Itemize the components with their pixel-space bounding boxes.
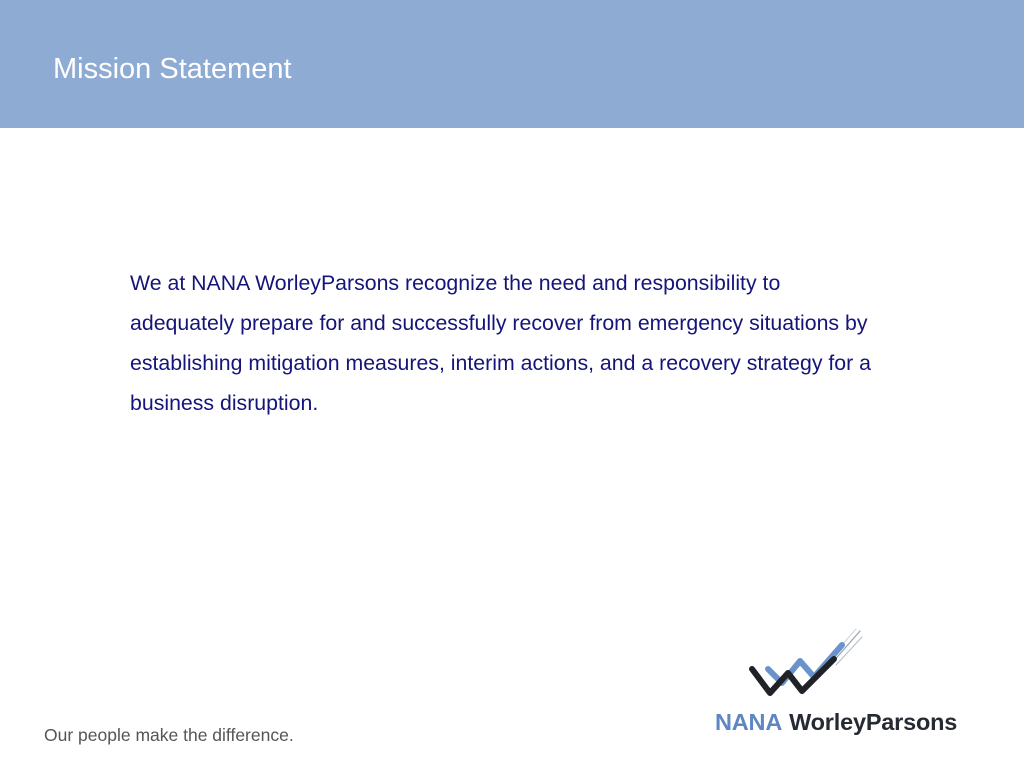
logo-word-worleyparsons: WorleyParsons [789, 709, 958, 735]
header-band [0, 0, 1024, 128]
mission-statement-text: We at NANA WorleyParsons recognize the need and responsibility to adequately prepare for and successfully recover from emergency situations by establishing mitigation measures, interim actions, and a recovery strategy for a business disruption. [130, 271, 872, 415]
slide-title: Mission Statement [53, 53, 292, 85]
wave-logo-icon [748, 625, 864, 705]
logo-word-nana: NANA [715, 709, 783, 735]
company-logo [712, 625, 992, 745]
footer-tagline: Our people make the difference. [44, 725, 294, 745]
logo-wordmark [715, 706, 957, 738]
